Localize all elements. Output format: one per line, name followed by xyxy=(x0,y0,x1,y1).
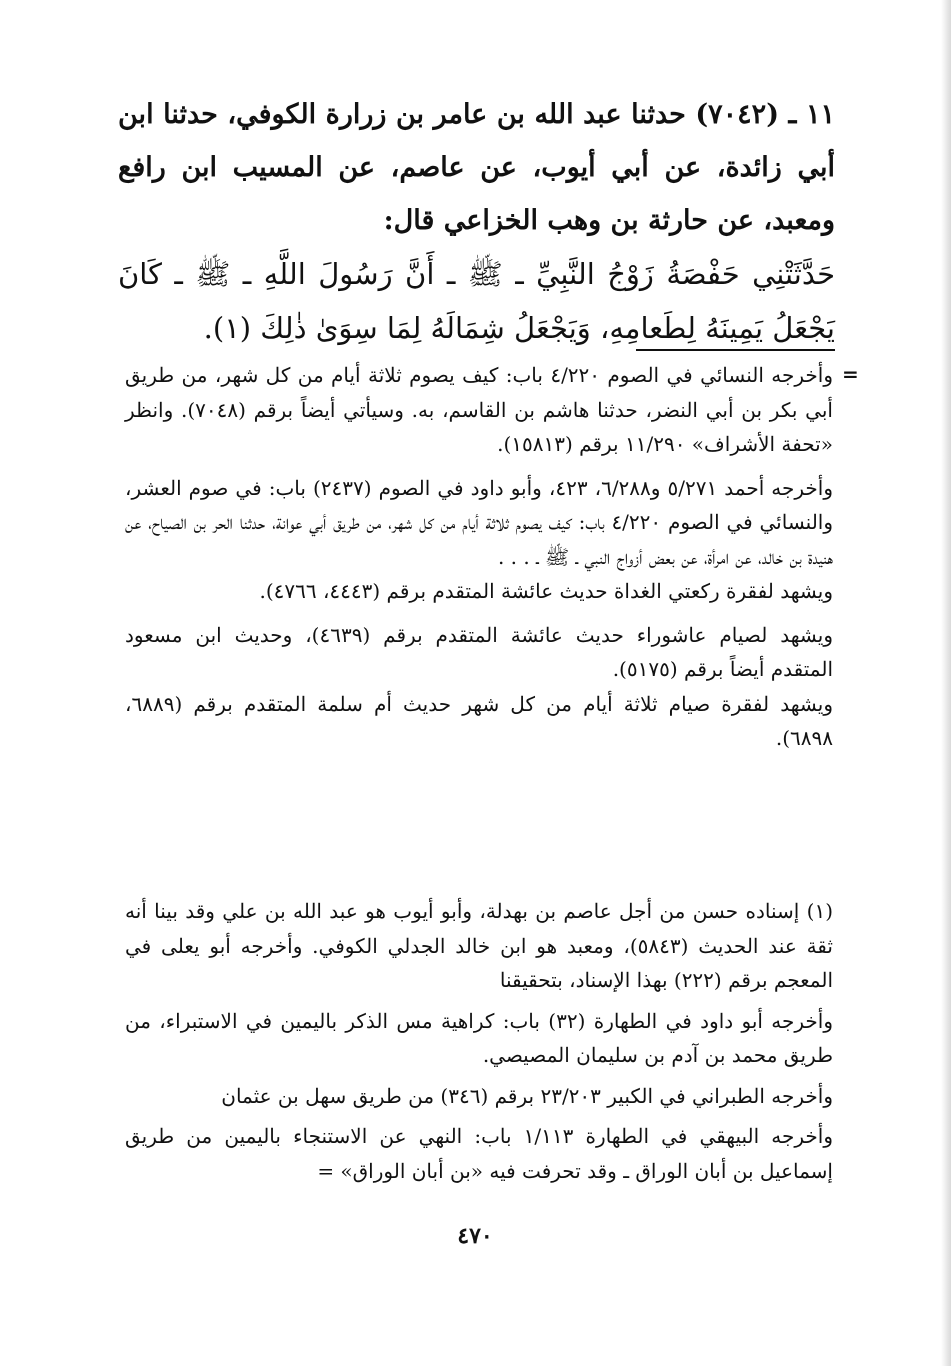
footnotes xyxy=(125,894,833,1188)
separator-rule xyxy=(636,349,835,351)
page-number: ٤٧٠ xyxy=(457,1223,493,1249)
note-paragraph: وأخرجه أحمد ٥/٢٧١ و٦/٢٨٨، ٤٢٣، وأبو داود في الصوم (٢٤٣٧) باب: في صوم العشر، والنسائي في الصوم ٤/٢٢٠ باب: كيف يصوم ثلاثة أيام من كل شهر، من طريق أبي عوانة، حدثنا الحر بن الصياح، عن هنيدة بن خالد، عن امرأة، عن بعض أزواج النبي ـ ﷺ ـ . . . xyxy=(125,475,834,569)
footnote-paragraph: (١) إسناده حسن من أجل عاصم بن بهدلة، وأبو أيوب هو عبد الله بن علي وقد بينا أنه ثقة عند الحديث (٥٨٤٣)، ومعبد هو ابن خالد الجدلي الكوفي. وأخرجه أبو يعلى في المعجم برقم (٢٢٢) بهذا الإسناد، بتحقيقنا xyxy=(125,899,833,992)
footnote-paragraph: وأخرجه البيهقي في الطهارة ١/١١٣ باب: النهي عن الاستنجاء باليمين من طريق إسماعيل بن أبان الوراق ـ وقد تحرفت فيه «بن أبان الوراق» = xyxy=(125,1124,833,1183)
note-paragraph: ويشهد لفقرة صيام ثلاثة أيام من كل شهر حديث أم سلمة المتقدم برقم (٦٨٨٩، ٦٨٩٨). xyxy=(125,691,833,750)
main-text xyxy=(118,88,835,355)
footnote-paragraph: وأخرجه أبو داود في الطهارة (٣٢) باب: كراهية مس الذكر باليمين في الاستبراء، من طريق محمد بن آدم بن سليمان المصيصي. xyxy=(125,1008,833,1067)
hadith-matn: حَدَّثَتْنِي حَفْصَةُ زَوْجُ النَّبِيِّ ـ ﷺ ـ أَنَّ رَسُولَ اللَّهِ ـ ﷺ ـ كَانَ يَجْعَلُ يَمِينَهُ لِطَعامِهِ، وَيَجْعَلُ شِمَالَهُ لِمَا سِوَىٰ ذٰلِكَ (١). xyxy=(118,257,835,345)
note-paragraph: ويشهد لصيام عاشوراء حديث عائشة المتقدم برقم (٤٦٣٩)، وحديث ابن مسعود المتقدم أيضاً برقم (٥١٧٥). xyxy=(125,622,833,681)
hadith-isnad: ١١ ـ (٧٠٤٢) حدثنا عبد الله بن عامر بن زرارة الكوفي، حدثنا ابن أبي زائدة، عن أبي أيوب، عن عاصم، عن المسيب ابن رافع ومعبد، عن حارثة بن وهب الخزاعي قال: xyxy=(118,99,835,236)
footnote-paragraph: وأخرجه الطبراني في الكبير ٢٣/٢٠٣ برقم (٣٤٦) من طريق سهل بن عثمان xyxy=(221,1083,833,1108)
note-paragraph: ويشهد لفقرة ركعتي الغداة حديث عائشة المتقدم برقم (٤٤٤٣، ٤٧٦٦). xyxy=(259,579,833,603)
commentary-notes xyxy=(125,358,833,756)
continuation-marker: = xyxy=(842,362,859,386)
note-paragraph: وأخرجه النسائي في الصوم ٤/٢٢٠ باب: كيف يصوم ثلاثة أيام من كل شهر، من طريق أبي بكر بن أبي النضر، حدثنا هاشم بن القاسم، به. وسيأتي أيضاً برقم (٧٠٤٨). وانظر «تحفة الأشراف» ١١/٢٩٠ برقم (١٥٨١٣). xyxy=(125,363,833,456)
